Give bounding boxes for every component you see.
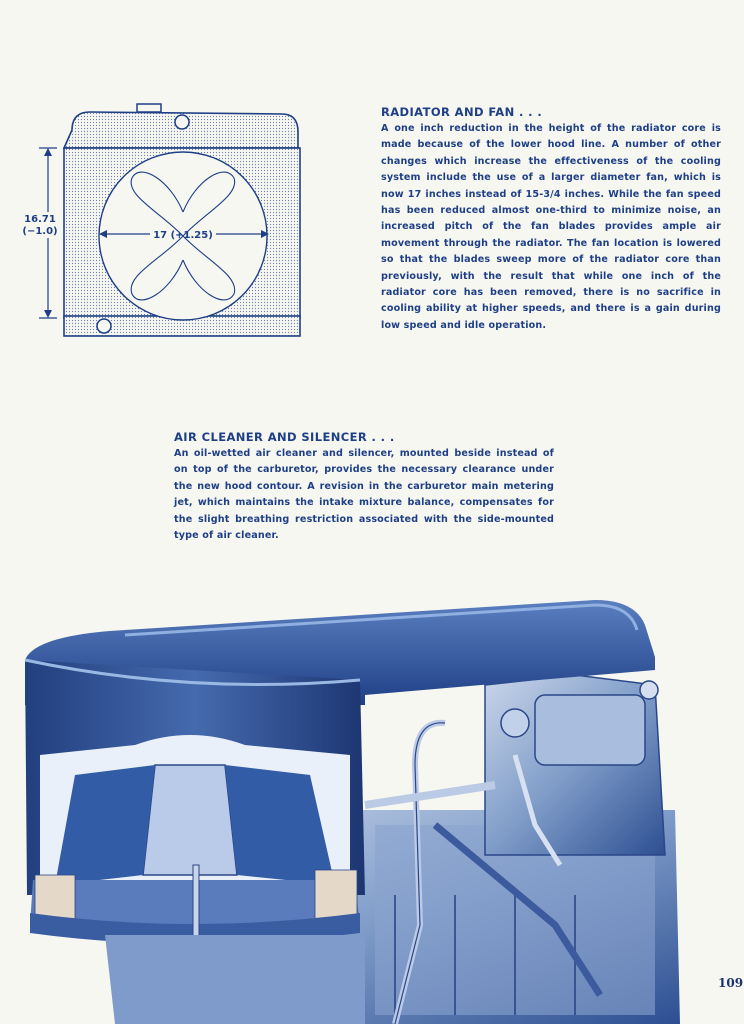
page-number: 109 — [718, 976, 744, 990]
radiator-body: A one inch reduction in the height of the radiator core is made because of the lower hood line. A number of other changes which increase the effectiveness of the cooling system include the use of a larger diameter fan, which is now 17 inches instead of 15-3/4 inches. While the fan speed has been reduced almost one-third to minimize noise, an increased pitch of the fan blades provides ample air movement through the radiator. The fan location is lowered so that the blades sweep more of the radiator core than previously, with the result that while one inch of the radiator core has been removed, there is no sacrifice in cooling ability at higher speeds, and there is a gain during low speed and idle operation. — [381, 123, 721, 331]
radiator-heading: RADIATOR AND FAN . . . — [381, 105, 543, 119]
air-cleaner-heading: AIR CLEANER AND SILENCER . . . — [174, 430, 395, 444]
air-cleaner-body: An oil-wetted air cleaner and silencer, mounted beside instead of on top of the carburetor, provides the necessary clearance under the new hood contour. A revision in the carburetor main metering jet, which maintains the intake mixture balance, compensates for the slight breathing restriction associated with the side-mounted type of air cleaner. — [174, 448, 554, 542]
core-height-delta: (−1.0) — [22, 226, 58, 237]
air-cleaner-engine-illustration — [15, 595, 695, 1024]
fan-diameter-label: 17 (+1.25) — [153, 230, 213, 241]
air-cleaner-section — [174, 430, 554, 544]
radiator-fan-diagram — [20, 100, 310, 345]
radiator-section — [381, 105, 721, 334]
core-height-value: 16.71 — [24, 214, 56, 225]
